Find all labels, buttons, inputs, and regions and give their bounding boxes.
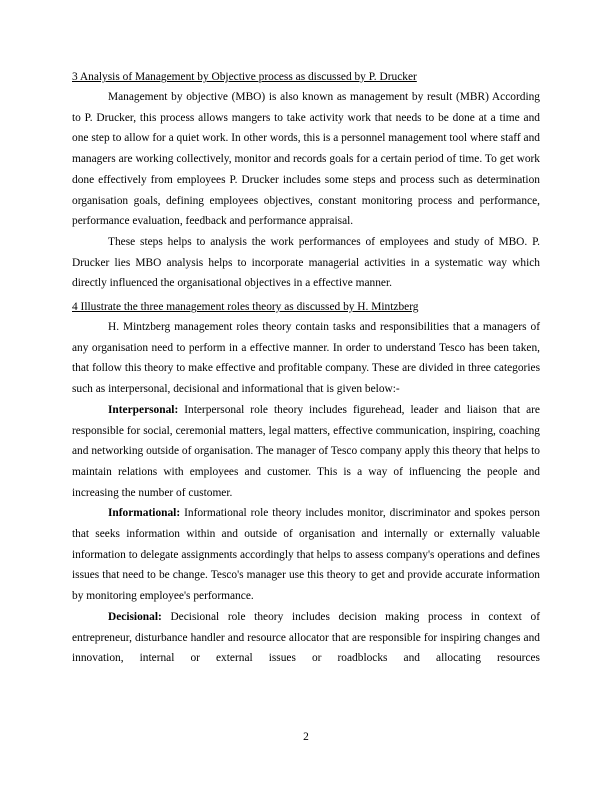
- paragraph-role-informational: [72, 503, 540, 607]
- paragraph-role-decisional: [72, 607, 540, 669]
- document-page: [72, 70, 540, 669]
- role-text-decisional: Decisional role theory includes decision making process in context of entrepreneur, disturbance handler and resource allocator that are responsible for inspiring changes and innovation, internal or external issues or roadblocks and allocating resources: [72, 610, 540, 665]
- paragraph-mbo-steps: These steps helps to analysis the work performances of employees and study of MBO. P. Drucker lies MBO analysis helps to incorporate managerial activities in a systematic way which directly influenced the organisational objectives in a effective manner.: [72, 235, 540, 290]
- role-label-informational: Informational:: [108, 507, 181, 520]
- paragraph-mbo-definition: Management by objective (MBO) is also known as management by result (MBR) According to P. Drucker, this process allows mangers to take activity work that needs to be done at a time and one step to allow for a quiet work. In other words, this is a personnel management tool where staff and managers are working collectively, monitor and records goals for a certain period of time. To get work done effectively from employees P. Drucker includes some steps and process such as determination organisation goals, defining employees objectives, constant monitoring process and performance, performance evaluation, feedback and performance appraisal.: [72, 91, 540, 228]
- paragraph-mintzberg-intro: H. Mintzberg management roles theory contain tasks and responsibilities that a managers of any organisation need to perform in a effective manner. In order to understand Tesco has been taken, that follow this theory to make effective and profitable company. These are divided in three categories such as interpersonal, decisional and informational that is given below:-: [72, 321, 540, 396]
- role-text-interpersonal: Interpersonal role theory includes figurehead, leader and liaison that are responsible for social, ceremonial matters, legal matters, effective communication, inspiring, coaching and networking outside of organisation. The manager of Tesco company apply this theory that helps to maintain relations with employees and customer. This is a way of influencing the people and increasing the number of customer.: [72, 403, 540, 499]
- role-label-interpersonal: Interpersonal:: [108, 403, 179, 416]
- page-number: 2: [303, 731, 309, 743]
- paragraph-role-interpersonal: [72, 400, 540, 504]
- section-heading-mbo: 3 Analysis of Management by Objective process as discussed by P. Drucker: [72, 71, 417, 83]
- role-text-informational: Informational role theory includes monitor, discriminator and spokes person that seeks information within and outside of organisation and internally or externally valuable information to delegate assignments accordingly that helps to assess company's operations and defines issues that need to be change. Tesco's manager use this theory to get and provide accurate information by monitoring employee's performance.: [72, 507, 540, 603]
- role-label-decisional: Decisional:: [108, 610, 162, 623]
- section-heading-mintzberg: 4 Illustrate the three management roles theory as discussed by H. Mintzberg: [72, 301, 419, 314]
